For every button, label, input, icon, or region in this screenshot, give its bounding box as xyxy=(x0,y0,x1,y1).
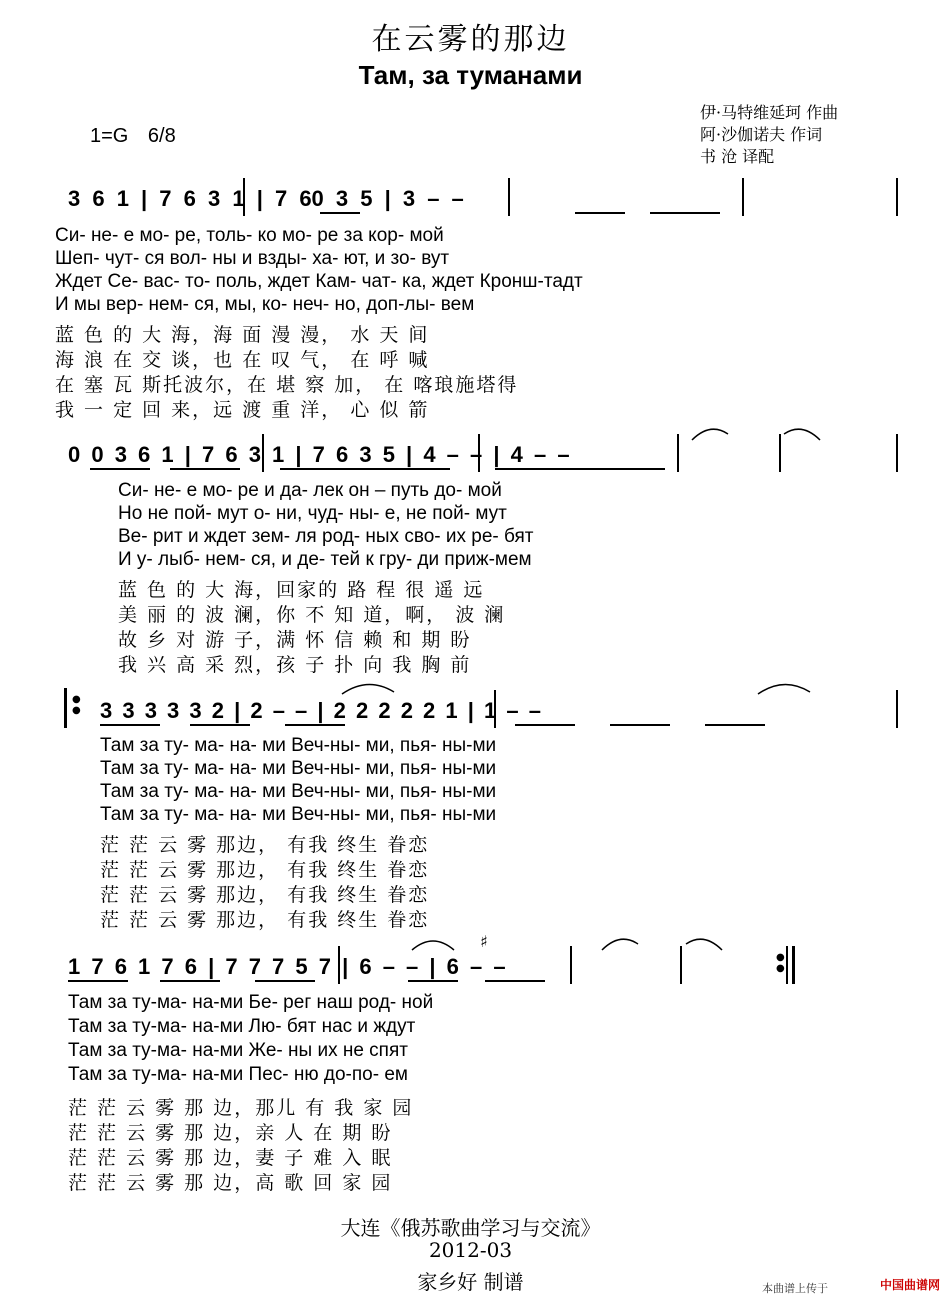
lyric-ru-line: Ве- рит и ждет зем- ля род- ных сво- их ре- бят xyxy=(118,526,534,547)
barline xyxy=(786,946,788,984)
credit-translator: 书 沧 译配 xyxy=(700,147,775,166)
barline xyxy=(779,434,781,472)
underline xyxy=(170,468,240,470)
lyric-ru-line: Но не пой- мут о- ни, чуд- ны- е, не пой- мут xyxy=(118,503,507,524)
sharp-accidental: ♯ xyxy=(480,932,488,951)
key-signature: 1=G 6/8 xyxy=(90,125,176,147)
tie-slur xyxy=(782,424,822,444)
underline xyxy=(90,468,150,470)
underline xyxy=(650,212,720,214)
lyric-cn-line: 美 丽 的 波 澜，你 不 知 道，啊， 波 澜 xyxy=(118,604,506,626)
lyric-ru-line: Там за ту-ма- на-ми Же- ны их не спят xyxy=(68,1040,408,1061)
lyric-ru-line: Там за ту-ма- на-ми Бе- рег наш род- ной xyxy=(68,992,434,1013)
lyric-cn-line: 茫 茫 云 雾 那 边，那儿 有 我 家 园 xyxy=(68,1097,414,1119)
repeat-dots: ● ● xyxy=(72,694,81,716)
barline xyxy=(896,178,898,216)
lyric-ru-line: Там за ту- ма- на- ми Веч-ны- ми, пья- ны-ми xyxy=(100,758,497,779)
lyric-ru-line: Ждет Се- вас- то- поль, ждет Кам- чат- ка, ждет Кронш-тадт xyxy=(55,271,583,292)
barline xyxy=(742,178,744,216)
barline xyxy=(338,946,340,984)
lyric-ru-line: Там за ту- ма- на- ми Веч-ны- ми, пья- ны-ми xyxy=(100,804,497,825)
underline xyxy=(100,724,160,726)
lyric-cn-line: 茫 茫 云 雾 那边， 有我 终生 眷恋 xyxy=(100,859,430,881)
lyric-ru-line: Там за ту-ма- на-ми Лю- бят нас и ждут xyxy=(68,1016,416,1037)
barline xyxy=(896,434,898,472)
lyric-ru-line: Там за ту-ма- на-ми Пес- ню до-по- ем xyxy=(68,1064,408,1085)
watermark-logo: 中国曲谱网 xyxy=(880,1278,941,1292)
notes-line-1: 3 6 1 | 7 6 3 1 | 7 60 3 5 | 3 – – xyxy=(68,186,464,211)
lyric-cn-line: 我 一 定 回 来，远 渡 重 洋， 心 似 箭 xyxy=(55,399,430,421)
tie-slur xyxy=(684,934,724,954)
underline xyxy=(485,980,545,982)
notes-line-4: 1 7 6 1 7 6 | 7 7 7 5 7 | 6 – – | 6 – – xyxy=(68,954,506,979)
underline xyxy=(705,724,765,726)
underline xyxy=(255,980,315,982)
repeat-end-barline xyxy=(792,946,795,984)
barline xyxy=(494,690,496,728)
lyric-cn-line: 茫 茫 云 雾 那边， 有我 终生 眷恋 xyxy=(100,909,430,931)
lyric-cn-line: 故 乡 对 游 子，满 怀 信 赖 和 期 盼 xyxy=(118,629,472,651)
underline xyxy=(280,468,450,470)
underline xyxy=(285,724,345,726)
barline xyxy=(677,434,679,472)
lyric-ru-line: И у- лыб- нем- ся, и де- тей к гру- ди приж-мем xyxy=(118,549,532,570)
repeat-dots: ● ● xyxy=(776,952,785,974)
lyric-cn-line: 茫 茫 云 雾 那 边，亲 人 在 期 盼 xyxy=(68,1122,393,1144)
notes-line-3: 3 3 3 3 3 2 | 2 – – | 2 2 2 2 2 1 | 1 – – xyxy=(100,698,541,723)
underline xyxy=(515,724,575,726)
barline xyxy=(262,434,264,472)
tie-slur xyxy=(340,680,396,700)
lyric-cn-line: 蓝 色 的 大 海，回家的 路 程 很 遥 远 xyxy=(118,579,485,601)
lyric-cn-line: 我 兴 高 采 烈，孩 子 扑 向 我 胸 前 xyxy=(118,654,472,676)
barline xyxy=(478,434,480,472)
lyric-ru-line: Шеп- чут- ся вол- ны и взды- ха- ют, и зо- вут xyxy=(55,248,450,269)
lyric-cn-line: 茫 茫 云 雾 那边， 有我 终生 眷恋 xyxy=(100,884,430,906)
footer-date: 2012-03 xyxy=(428,1238,513,1262)
barline xyxy=(896,690,898,728)
tie-slur xyxy=(410,936,456,954)
footer-maker: 家乡好 制谱 xyxy=(417,1270,524,1294)
underline xyxy=(408,980,458,982)
barline xyxy=(508,178,510,216)
lyric-cn-line: 茫 茫 云 雾 那边， 有我 终生 眷恋 xyxy=(100,834,430,856)
lyric-cn-line: 茫 茫 云 雾 那 边，高 歌 回 家 园 xyxy=(68,1172,393,1194)
title-chinese: 在云雾的那边 xyxy=(371,22,570,57)
lyric-cn-line: 茫 茫 云 雾 那 边，妻 子 难 入 眠 xyxy=(68,1147,393,1169)
barline xyxy=(570,946,572,984)
footer-source: 大连《俄苏歌曲学习与交流》 xyxy=(340,1216,601,1240)
underline xyxy=(320,212,360,214)
lyric-cn-line: 蓝 色 的 大 海，海 面 漫 漫， 水 天 间 xyxy=(55,324,430,346)
underline xyxy=(575,212,625,214)
credit-lyricist: 阿·沙伽诺夫 作词 xyxy=(700,125,823,144)
tie-slur xyxy=(600,934,640,954)
barline xyxy=(243,178,245,216)
watermark-text: 本曲谱上传于 xyxy=(762,1283,828,1295)
lyric-ru-line: И мы вер- нем- ся, мы, ко- неч- но, доп-лы- вем xyxy=(55,294,475,315)
title-russian: Там, за туманами xyxy=(358,60,583,90)
notes-line-2: 0 0 3 6 1 | 7 6 3 1 | 7 6 3 5 | 4 – – | 4 – – xyxy=(68,442,570,467)
underline xyxy=(610,724,670,726)
lyric-ru-line: Там за ту- ма- на- ми Веч-ны- ми, пья- ны-ми xyxy=(100,735,497,756)
credit-composer: 伊·马特维延珂 作曲 xyxy=(700,103,839,122)
underline xyxy=(160,980,220,982)
tie-slur xyxy=(756,680,812,700)
lyric-cn-line: 海 浪 在 交 谈，也 在 叹 气， 在 呼 喊 xyxy=(55,349,430,371)
lyric-ru-line: Си- не- е мо- ре и да- лек он – путь до- мой xyxy=(118,480,502,501)
lyric-cn-line: 在 塞 瓦 斯托波尔，在 堪 察 加， 在 喀琅施塔得 xyxy=(55,374,519,396)
repeat-start-barline xyxy=(64,688,67,728)
tie-slur xyxy=(690,424,730,444)
lyric-ru-line: Там за ту- ма- на- ми Веч-ны- ми, пья- ны-ми xyxy=(100,781,497,802)
underline xyxy=(68,980,128,982)
lyric-ru-line: Си- не- е мо- ре, толь- ко мо- ре за кор- мой xyxy=(55,225,444,246)
underline xyxy=(190,724,250,726)
underline xyxy=(495,468,665,470)
barline xyxy=(680,946,682,984)
